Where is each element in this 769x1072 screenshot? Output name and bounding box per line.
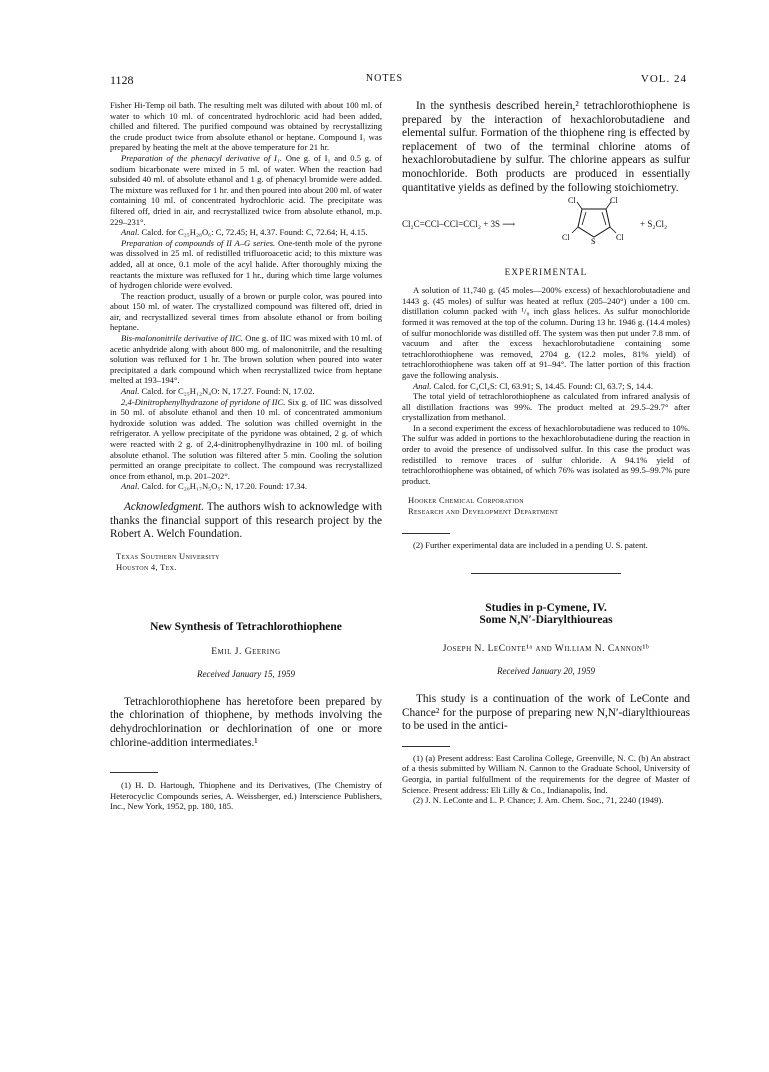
article-authors: Joseph N. LeConte¹ᵃ and William N. Cannon¹ᵇ (442, 644, 650, 655)
tetrachlorothiophene-structure (562, 195, 632, 245)
affiliation-department: Research and Development Department (408, 506, 559, 517)
paragraph: The total yield of tetrachlorothiophene as calculated from infrared analysis of all distillation fractions was 99%. The product melted at 29.5–29.7° after crystallization from methanol. (402, 391, 690, 423)
paragraph: Fisher Hi-Temp oil bath. The resulting melt was diluted with about 100 ml. of water to which 10 ml. of concentrated hydrochloric acid had been added, chilled and filtered. The purified compound was obtained by recrystallizing the crude product twice from absolute ethanol or heptane. Compound I₁ was prepared by heating the melt at the above temperature for 21 hr. (110, 100, 382, 153)
paragraph: 2,4-Dinitrophenylhydrazone of pyridone of IIC. Six g. of IIC was dissolved in 50 ml. of absolute ethanol and then 10 ml. of concentrated ammonium hydroxide solution was added. The solution was chilled overnight in the refrigerator. A yellow precipitate of the pyridone was obtained, 2 g. of which were reacted with 2 g. of 2,4-dinitrophenylhydrazine in 100 ml. of boiling absolute ethanol. The solution was filtered after 5 min. Cooling the solution permitted an orange precipitate to collect. The compound was recrystallized once from ethanol, m.p. 201–202°. (110, 396, 383, 481)
intro-paragraph: This study is a continuation of the work of LeConte and Chance² for the purpose of preparing new N,N′-diarylthioureas to be used in the antici- (402, 693, 690, 733)
right-column (402, 100, 690, 806)
received-date: Received January 15, 1959 (197, 668, 295, 679)
equation-products: + S₂Cl₂ (640, 219, 668, 230)
left-column (110, 100, 382, 812)
affiliation: Hooker Chemical Corporation (408, 495, 524, 506)
article-title: Studies in p-Cymene, IV. (485, 602, 607, 615)
paragraph: In a second experiment the excess of hexachlorobutadiene was reduced to 10%. The sulfur was added in portions to the hexachlorobutadiene during the reaction in order to avoid the presence of undissolved sulfur. In this case the product was redistilled to remove traces of sulfur chloride. A 94.1% yield of tetrachlorothiophene was obtained, of which 76% was isolated as 99.5–99.7% pure product. (402, 422, 690, 486)
article-author: Emil J. Geering (211, 646, 281, 657)
affiliation-city: Houston 4, Tex. (116, 561, 177, 572)
reaction-equation (402, 195, 690, 245)
atom-cl: Cl (568, 196, 576, 206)
footnote: (2) Further experimental data are included in a pending U. S. patent. (413, 540, 648, 551)
section-heading-experimental: EXPERIMENTAL (504, 267, 588, 278)
volume-label: VOL. 24 (640, 73, 687, 85)
paragraph: A solution of 11,740 g. (45 moles—200% excess) of hexachlorobutadiene and 1443 g. (45 moles) of sulfur was heated at reflux (205–240°) under a 100 cm. distillation column packed with ¹/₈ inch glass helices. As sulfur monochloride formed it was removed at the top of the column. During 13 hr. 1946 g. (14.4 moles) of sulfur monochloride was distilled off. The system was then put under 7.8 mm. of vacuum and after the excess hexachlorobutadiene containing some tetrachlorothiophene was removed, 2704 g. (12.2 moles, 81% yield) of tetrachlorothiophene was taken off at 91–94°. The latter portion of this fraction gave the following analysis. (402, 285, 690, 380)
article-title: New Synthesis of Tetrachlorothiophene (150, 620, 342, 633)
intro-paragraph: In the synthesis described herein,² tetrachlorothiophene is prepared by the interaction of hexachlorobutadiene and elemental sulfur. Formation of the thiophene ring is effected by replacement of two of the terminal chlorine atoms of hexachlorobutadiene by sulfur. The chlorine appears as sulfur monochloride. Both products are produced in essentially quantitative yields as defined by the following stoichiometry. (402, 100, 690, 194)
paragraph: Anal. Calcd. for C₄Cl₄S: Cl, 63.91; S, 14.45. Found: Cl, 63.7; S, 14.4. (413, 380, 653, 391)
paragraph: The reaction product, usually of a brown or purple color, was poured into about 150 ml. of water. The crystallized compound was filtered off, dried in air, and recrystallized several times from absolute ethanol or from boiling heptane. (110, 290, 382, 333)
paragraph: Bis-malononitrile derivative of IIC. One g. of IIC was mixed with 10 ml. of acetic anhydride along with about 800 mg. of malononitrile, and the resulting solution was refluxed for 1 hr. The brown solution when poured into water precipitated a dark compound which when recrystallized twice from heptane melted at 193–194°. (110, 333, 382, 386)
paragraph: Preparation of the phenacyl derivative of I₁. One g. of I₁ and 0.5 g. of sodium bicarbonate were mixed in 5 ml. of water. When the reaction had subsided 40 ml. of absolute ethanol and 1 g. of phenacyl bromide were added. The mixture was refluxed for 1 hr. and then poured into about 200 ml. of water containing 10 ml. of concentrated hydrochloric acid. The precipitate was filtered off, dried in air, and recrystallized twice from absolute ethanol, m.p. 229–231°. (110, 152, 382, 227)
paragraph: Anal. Calcd. for C₂₅H₁₂N₄O: N, 17.27. Found: N, 17.02. (121, 386, 315, 397)
atom-s: S (591, 237, 596, 246)
paragraph: Anal. Calcd. for C₂₀H₁₇N₅O₅: N, 17.20. Found: 17.34. (121, 481, 308, 492)
acknowledgment: Acknowledgment. The authors wish to acknowledge with thanks the financial support of this research project by the Robert A. Welch Foundation. (110, 500, 382, 541)
received-date: Received January 20, 1959 (497, 666, 595, 677)
atom-cl: Cl (610, 196, 618, 206)
section-title: NOTES (365, 73, 404, 84)
paragraph: Anal. Calcd. for C₂₅H₂₈O₆: C, 72.45; H, 4.37. Found: C, 72.64; H, 4.15. (121, 227, 368, 238)
affiliation: Texas Southern University (116, 550, 220, 561)
atom-cl: Cl (616, 233, 624, 243)
paragraph: Preparation of compounds of II A–G series. One-tenth mole of the pyrone was dissolved in 25 ml. of redistilled trifluoroacetic acid; to this mixture was added, all at once, 0.1 mole of the acyl halide. After thoroughly mixing the reactants the mixture was refluxed for 1 hr., during which time large volumes of hydrogen chloride were evolved. (110, 237, 382, 291)
footnote: (1) H. D. Hartough, Thiophene and its Derivatives, (The Chemistry of Heterocyclic Compounds series, A. Weissberger, ed.) Interscience Publishers, Inc., New York, 1952, pp. 180, 185. (110, 780, 382, 812)
running-header (0, 73, 769, 89)
atom-cl: Cl (562, 233, 570, 243)
footnote: (2) J. N. LeConte and L. P. Chance; J. Am. Chem. Soc., 71, 2240 (1949). (413, 795, 664, 806)
page-number: 1128 (110, 73, 134, 87)
article-subtitle: Some N,N′-Diarylthioureas (479, 614, 613, 627)
intro-paragraph: Tetrachlorothiophene has heretofore been prepared by the chlorination of thiophene, by methods involving the dehydrochlorination or dechlorination of one or more chlorine-addition intermediates.¹ (110, 695, 382, 749)
footnote: (1) (a) Present address: East Carolina College, Greenville, N. C. (b) An abstract of a thesis submitted by William N. Cannon to the Graduate School, University of Georgia, in partial fulfullment of the requirements for the degree of Master of Science. Present address: Eli Lilly & Co., Indianapolis, Ind. (402, 752, 690, 795)
equation-reactants: Cl₂C=CCl–CCl=CCl₂ + 3S ⟶ (402, 219, 516, 230)
